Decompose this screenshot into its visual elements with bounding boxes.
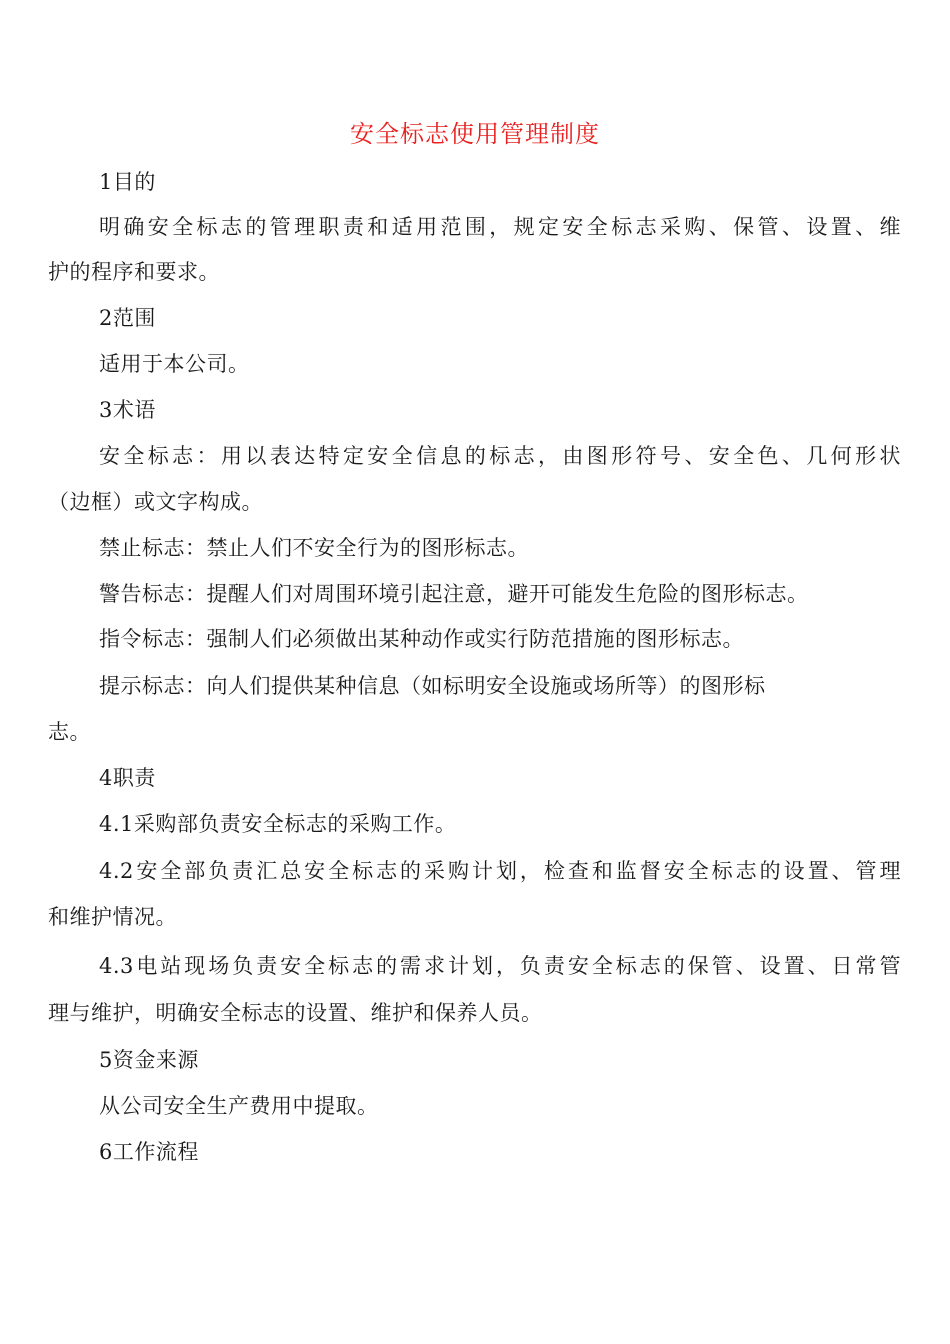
- paragraph-line: （边框）或文字构成。: [48, 490, 263, 514]
- paragraph-line: 提示标志：向人们提供某种信息（如标明安全设施或场所等）的图形标: [99, 674, 766, 698]
- section-heading-duties: 4职责: [99, 766, 156, 790]
- paragraph-line: 警告标志：提醒人们对周围环境引起注意，避开可能发生危险的图形标志。: [99, 582, 809, 606]
- section-heading-scope: 2范围: [99, 306, 156, 330]
- paragraph-line: 安全标志：用以表达特定安全信息的标志，由图形符号、安全色、几何形状: [99, 444, 901, 468]
- paragraph-line: 禁止标志：禁止人们不安全行为的图形标志。: [99, 536, 529, 560]
- section-heading-funding: 5资金来源: [99, 1048, 199, 1072]
- paragraph-line: 4.1采购部负责安全标志的采购工作。: [99, 812, 457, 836]
- paragraph-line: 4.2安全部负责汇总安全标志的采购计划，检查和监督安全标志的设置、管理: [99, 859, 901, 883]
- paragraph-line: 和维护情况。: [48, 905, 177, 929]
- paragraph-line: 从公司安全生产费用中提取。: [99, 1094, 379, 1118]
- section-heading-terms: 3术语: [99, 398, 156, 422]
- paragraph-line: 指令标志：强制人们必须做出某种动作或实行防范措施的图形标志。: [99, 627, 744, 651]
- paragraph-line: 志。: [48, 720, 91, 744]
- paragraph-line: 适用于本公司。: [99, 352, 250, 376]
- paragraph-line: 理与维护，明确安全标志的设置、维护和保养人员。: [48, 1001, 543, 1025]
- paragraph-line: 明确安全标志的管理职责和适用范围，规定安全标志采购、保管、设置、维: [99, 215, 901, 239]
- paragraph-line: 护的程序和要求。: [48, 260, 220, 284]
- paragraph-line: 4.3电站现场负责安全标志的需求计划，负责安全标志的保管、设置、日常管: [99, 954, 901, 978]
- section-heading-workflow: 6工作流程: [99, 1140, 199, 1164]
- section-heading-purpose: 1目的: [99, 170, 156, 194]
- document-title: 安全标志使用管理制度: [350, 120, 600, 148]
